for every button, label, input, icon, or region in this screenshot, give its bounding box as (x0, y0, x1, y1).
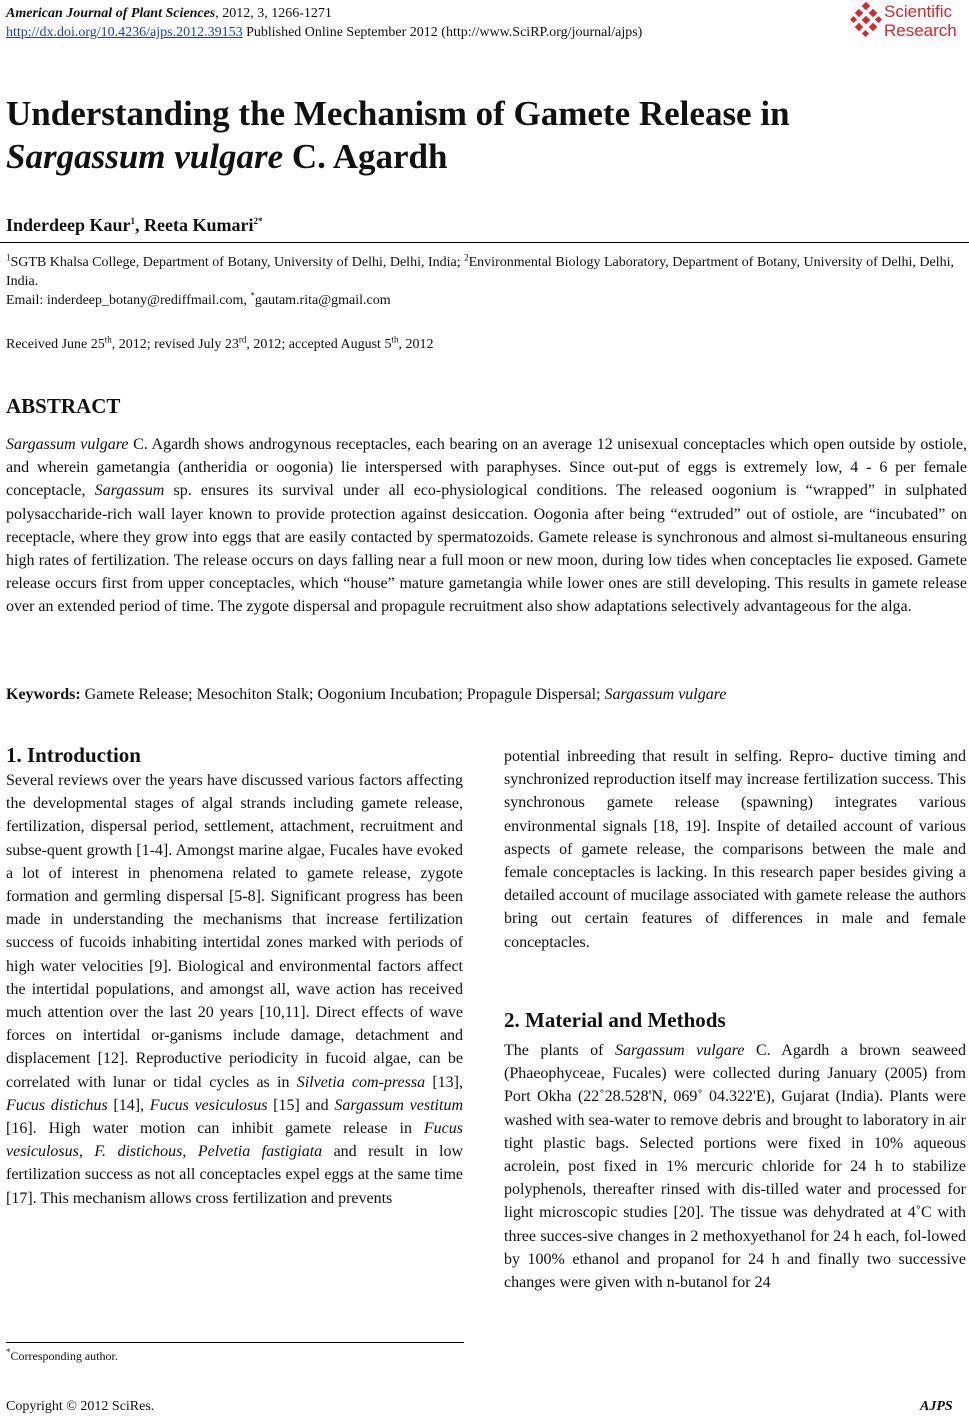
intro-italic-1: Silvetia com-pressa (296, 1073, 426, 1091)
intro-text-1: Several reviews over the years have discussed various factors affecting the developmental stages of algal strands including gamete release, fertilization, dispersal period, settlement, attachment, recruitment and subse-quent growth [1-4]. Amongst marine algae, Fucales have evoked a lot of interest in phenomena related to gamete release, zygote formation and germling dispersal [5-8]. Significant progress has been made in understanding the mechanisms that increase fertilization success of fucoids inhabiting intertidal zones marked with periods of high water velocities [9]. Biological and environmental factors affect the intertidal populations, and amongst all, wave action has received much attention over the last 20 years [10,11]. Direct effects of wave forces on intertidal or-ganisms include damage, detachment and displacement [12]. Reproductive periodicity in fucoid algae, can be correlated with lunar or tidal cycles as in (6, 772, 463, 1091)
intro-italic-2: Fucus distichus (6, 1096, 108, 1114)
header-divider (0, 242, 969, 243)
logo-line2: Research (884, 21, 957, 40)
section-1-heading: 1. Introduction (6, 743, 141, 767)
title-line1: Understanding the Mechanism of Gamete Release in (6, 94, 790, 133)
methods-body (504, 1039, 966, 1294)
received-text-4: , 2012 (398, 337, 434, 352)
abstract-part-1: C. Agardh shows androgynous receptacles, each bearing on an average 12 unisexual conceptacles which open outside by ostiole, and wherein gametangia (antheridia or oogonia) lie interspersed with paraphyses. Since out-put of eggs is extremely low, 4 - 6 per female conceptacle, (6, 436, 968, 500)
aff-sup-1: 1 (6, 252, 11, 263)
affiliation-2: Environmental Biology Laboratory, Department of Botany, University of Delhi, Delhi, India. (6, 255, 954, 289)
affiliations (6, 253, 968, 310)
intro-text-3: [14], (107, 1096, 150, 1114)
intro-text-5: [16]. High water motion can inhibit gamete release in (6, 1120, 424, 1138)
received-text-2: , 2012; revised July 23 (111, 337, 239, 352)
received-sup-1: th (104, 334, 112, 345)
intro-text-7: , (182, 1143, 198, 1161)
section-2-heading: 2. Material and Methods (504, 1008, 726, 1032)
received-text-1: Received June 25 (6, 337, 105, 352)
methods-species: Sargassum vulgare (615, 1042, 745, 1059)
intro-text-2: [13], (425, 1073, 464, 1091)
keywords-text: Gamete Release; Mesochiton Stalk; Oogonium Incubation; Propagule Dispersal; (80, 686, 605, 703)
keywords-label: Keywords: (6, 686, 81, 703)
author-2: Reeta Kumari (144, 215, 254, 235)
intro-italic-6: F. distichous (94, 1143, 183, 1161)
abstract-part-2: sp. ensures its survival under all eco-physiological conditions. The released oogonium is “wrapped” in sulphated polysaccharide-rich wall layer known to provide protection against desiccation. Oogonia after being “extruded” out of ostiole, are “incubated” on receptacle, where they grow into eggs that are easily contacted by spermatozoids. Gamete release is synchronous and almost si-multaneous ensuring high rates of fertilization. The release occurs on days falling near a full moon or new moon, during low tides when conceptacles lie exposed. Gamete release occurs first from upper conceptacles, which “house” mature gametangia while lower ones are still developing. This results in gamete release over an extended period of time. The zygote dispersal and propagule recruitment also show adaptations selectively advantageous for the alga. (6, 482, 968, 616)
received-sup-2: rd (238, 334, 247, 345)
author-1: Inderdeep Kaur (6, 215, 131, 235)
intro-italic-5: Fucus vesiculosus (6, 1120, 463, 1161)
intro-text-6: , (78, 1143, 95, 1161)
logo-line1: Scientific (884, 2, 953, 21)
intro-italic-3: Fucus vesiculosus (149, 1096, 268, 1114)
journal-abbreviation: AJPS (920, 1399, 953, 1414)
affiliation-1: SGTB Khalsa College, Department of Botany, University of Delhi, Delhi, India; (10, 255, 465, 270)
journal-meta: , 2012, 3, 1266-1271 (215, 6, 332, 21)
abstract-heading: ABSTRACT (6, 394, 121, 418)
intro-text-8: and result in low fertilization success as not all conceptacles expel eggs at the same time [17]. This mechanism allows cross fertilization and prevents (6, 1143, 464, 1207)
email-line: Email: inderdeep_botany@rediffmail.com, (6, 293, 251, 308)
email-2: gautam.rita@gmail.com (254, 293, 391, 308)
intro-text-4: [15] and (267, 1096, 335, 1114)
title-rest: C. Agardh (283, 137, 448, 176)
abstract-body (6, 433, 967, 619)
published-info: Published Online September 2012 (http://www.SciRP.org/journal/ajps) (242, 25, 643, 40)
footnote (6, 1349, 118, 1364)
doi-link[interactable]: http://dx.doi.org/10.4236/ajps.2012.39153 (6, 25, 243, 40)
footnote-sup: * (6, 1347, 11, 1357)
author-2-sup: 2* (253, 216, 263, 226)
logo-diamond-icon (850, 2, 882, 38)
journal-citation (6, 5, 332, 22)
doi-line (6, 24, 642, 41)
received-sup-3: th (391, 334, 399, 345)
journal-name: American Journal of Plant Sciences (6, 6, 216, 21)
intro-right-column: potential inbreeding that result in selfing. Repro- ductive timing and synchronized reproduction itself may increase fertilization success. This synchronous gamete release (spawning) integrates various environmental signals [18, 19]. Inspite of detailed account of various aspects of gamete release, the comparisons between the male and female conceptacles is lacking. In this research paper besides giving a detailed account of mucilage associated with gamete release the authors bring out certain features of differences in male and female conceptacles. (504, 748, 966, 951)
received-text-3: , 2012; accepted August 5 (246, 337, 392, 352)
received-dates (6, 334, 434, 353)
paper-title (6, 92, 966, 178)
copyright: Copyright © 2012 SciRes. (6, 1399, 155, 1414)
abstract-species: Sargassum vulgare (6, 436, 129, 453)
keywords-species: Sargassum vulgare (604, 686, 727, 703)
aff-sup-2: 2 (464, 252, 469, 263)
intro-italic-4: Sargassum vestitum (334, 1096, 463, 1114)
methods-text-2: C. Agardh a brown seaweed (Phaeophyceae, Fucales) were collected during January (2005) from Port Okha (22˚28.528'N, 069˚ 04.322'E), Gujarat (India). Plants were washed with sea-water to remove debris and brought to laboratory in air tight plastic bags. Selected portions were fixed in 10% aqueous acrolein, post fixed in 1% mercuric chloride for 24 h to stabilize polyphenols, thereafter rinsed with dis-tilled water and processed for light microscopic studies [20]. The tissue was dehydrated at 4˚C with three succes-sive changes in 2 methoxyethanol for 24 h each, fol-lowed by 100% ethanol and propanol for 24 h and finally two successive changes were given with n-butanol for 24 (504, 1042, 967, 1292)
title-species: Sargassum vulgare (6, 137, 284, 176)
methods-text-1: The plants of (504, 1042, 615, 1059)
email-sup: * (250, 290, 255, 301)
author-separator: , (135, 215, 145, 235)
author-1-sup: 1 (130, 216, 136, 226)
publisher-logo (850, 2, 968, 42)
intro-italic-7: Pelvetia fastigiata (197, 1143, 323, 1161)
author-list (6, 215, 262, 236)
abstract-genus: Sargassum (94, 482, 165, 500)
footnote-text: Corresponding author. (10, 1349, 118, 1363)
footnote-divider (6, 1342, 464, 1343)
keywords (6, 686, 726, 704)
intro-left-column (6, 769, 463, 1210)
